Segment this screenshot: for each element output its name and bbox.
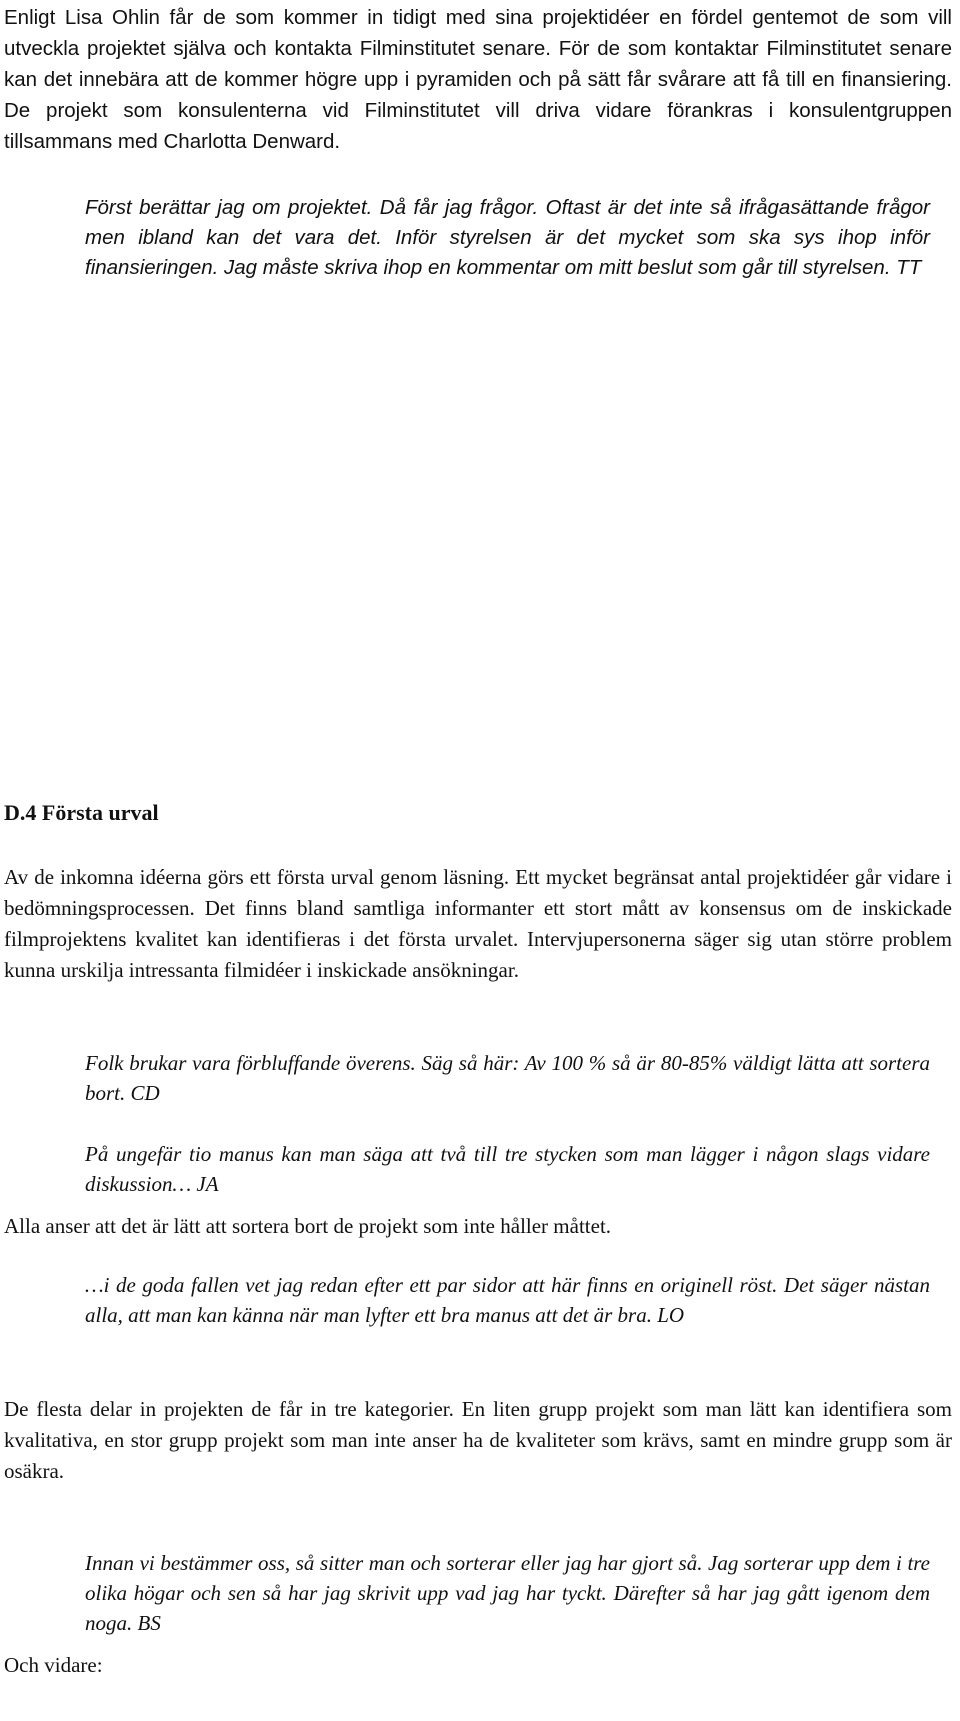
quote-cd: Folk brukar vara förbluffande överens. Säg så här: Av 100 % så är 80-85% väldigt lätta att sortera bort. CD bbox=[85, 1051, 930, 1105]
paragraph-categories: De flesta delar in projekten de får in tre kategorier. En liten grupp projekt som man lätt kan identifiera som kvalitativa, en stor grupp projekt som man inte anser ha de kvaliteter som krävs, samt en mindre grupp som är osäkra. bbox=[4, 1397, 952, 1483]
quote-bs: Innan vi bestämmer oss, så sitter man och sorterar eller jag har gjort så. Jag sorterar upp dem i tre olika högar och sen så har jag skrivit upp vad jag har tyckt. Därefter så har jag gått igenom dem noga. BS bbox=[85, 1551, 930, 1635]
section-heading: D.4 Första urval bbox=[4, 800, 159, 825]
quote-lo: …i de goda fallen vet jag redan efter ett par sidor att här finns en originell röst. Det säger nästan alla, att man kan känna när man lyfter ett bra manus att det är bra. LO bbox=[85, 1273, 930, 1327]
quote-ja: På ungefär tio manus kan man säga att två till tre stycken som man lägger i någon slags vidare diskussion… JA bbox=[85, 1142, 930, 1196]
label-och-vidare: Och vidare: bbox=[4, 1653, 103, 1677]
paragraph-sort-out: Alla anser att det är lätt att sortera bort de projekt som inte håller måttet. bbox=[4, 1214, 612, 1238]
paragraph-intro: Enligt Lisa Ohlin får de som kommer in tidigt med sina projektidéer en fördel gentemot de som vill utveckla projektet själva och kontakta Filminstitutet senare. För de som kontaktar Filminstitutet senare kan det innebära att de kommer högre upp i pyramiden och på sätt får svårare att få till en finansiering. De projekt som konsulenterna vid Filminstitutet vill driva vidare förankras i konsulentgruppen tillsammans med Charlotta Denward. bbox=[4, 6, 952, 153]
paragraph-first-selection: Av de inkomna idéerna görs ett första urval genom läsning. Ett mycket begränsat antal projektidéer går vidare i bedömningsprocessen. Det finns bland samtliga informanter ett stort mått av konsensus om de inskickade filmprojektens kvalitet kan identifieras i det första urvalet. Intervjupersonerna säger sig utan större problem kunna urskilja intressanta filmidéer i inskickade ansökningar. bbox=[4, 865, 952, 982]
quote-tt: Först berättar jag om projektet. Då får jag frågor. Oftast är det inte så ifrågasättande frågor men ibland kan det vara det. Inför styrelsen är det mycket som ska sys ihop inför finansieringen. Jag måste skriva ihop en kommentar om mitt beslut som går till styrelsen. TT bbox=[85, 196, 930, 279]
